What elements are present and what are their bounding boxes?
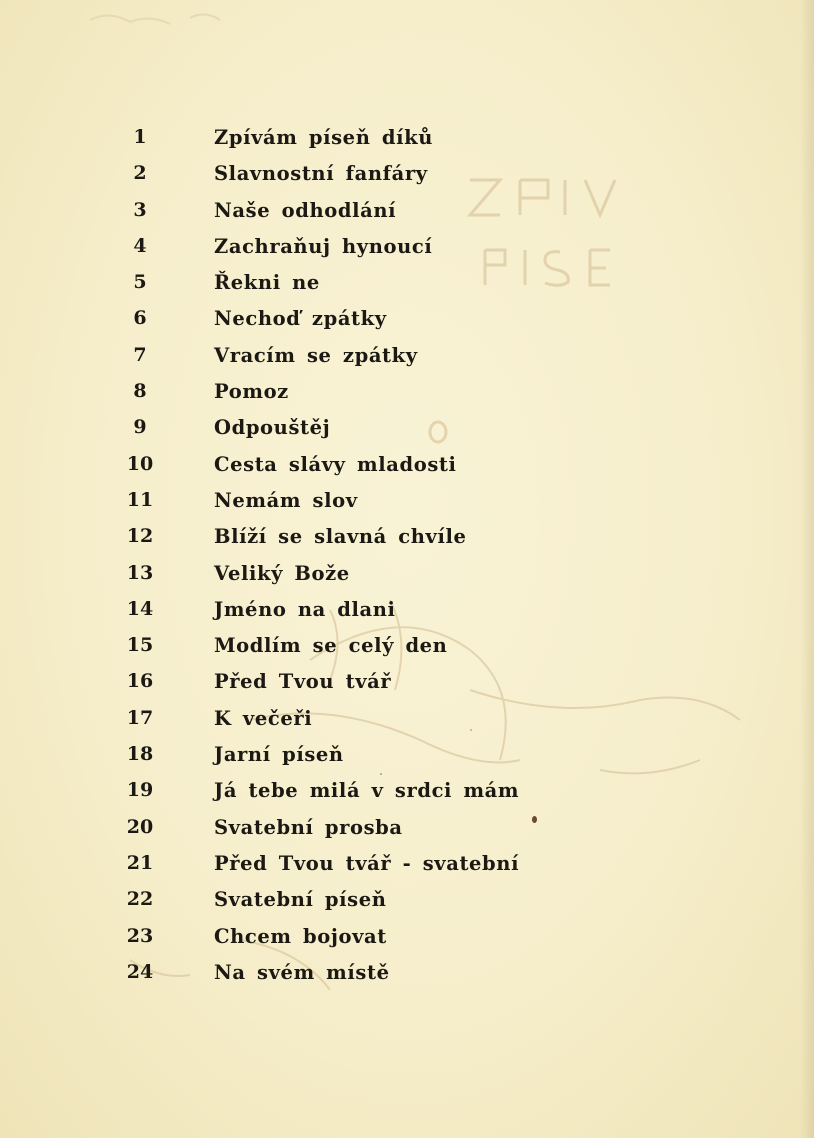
toc-row [0, 701, 814, 737]
toc-row [0, 338, 814, 374]
song-number: 5 [133, 271, 147, 294]
toc-row [0, 410, 814, 446]
song-number: 17 [126, 706, 154, 729]
toc-row [0, 519, 814, 555]
song-number: 19 [126, 779, 154, 802]
song-number: 1 [133, 126, 147, 148]
song-title: Modlím se celý den [214, 634, 448, 658]
song-number: 3 [133, 198, 147, 221]
toc-row [0, 919, 814, 955]
toc-row [0, 592, 814, 628]
song-number: 15 [126, 634, 154, 657]
table-of-contents [0, 120, 814, 991]
song-number: 8 [133, 380, 147, 403]
song-number: 9 [133, 416, 147, 439]
song-title: Pomoz [214, 380, 289, 404]
toc-row [0, 447, 814, 483]
song-title: Odpouštěj [214, 416, 331, 440]
song-number: 22 [126, 888, 154, 911]
song-number: 4 [133, 234, 147, 257]
song-title: Cesta slávy mladosti [214, 452, 457, 476]
song-title: Svatební píseň [214, 888, 387, 912]
song-title: Naše odhodlání [214, 198, 397, 222]
song-title: Jarní píseň [214, 743, 344, 767]
song-title: Blíží se slavná chvíle [214, 525, 467, 549]
song-title: Řekni ne [214, 271, 320, 295]
toc-row [0, 882, 814, 918]
song-title: Nemám slov [214, 488, 358, 512]
song-number: 7 [133, 343, 147, 366]
toc-row [0, 120, 814, 156]
song-title: Zachraňuj hynoucí [214, 234, 433, 258]
ink-speck [470, 729, 472, 731]
song-number: 12 [126, 525, 154, 548]
song-number: 10 [126, 452, 154, 475]
toc-row [0, 193, 814, 229]
song-title: Před Tvou tvář [214, 670, 392, 694]
toc-row [0, 846, 814, 882]
song-title: Vracím se zpátky [214, 343, 418, 367]
song-number: 13 [126, 561, 154, 584]
song-number: 16 [126, 670, 154, 693]
toc-row [0, 374, 814, 410]
song-title: Před Tvou tvář - svatební [214, 851, 520, 875]
song-title: K večeři [214, 706, 313, 730]
toc-row [0, 628, 814, 664]
toc-row [0, 301, 814, 337]
song-number: 18 [126, 743, 154, 766]
song-title: Slavnostní fanfáry [214, 162, 428, 186]
song-title: Svatební prosba [214, 815, 403, 839]
toc-row [0, 773, 814, 809]
song-number: 11 [126, 488, 154, 511]
song-title: Nechoď zpátky [214, 307, 387, 331]
toc-row [0, 265, 814, 301]
toc-row [0, 664, 814, 700]
ink-speck [380, 773, 382, 775]
ink-speck [532, 816, 537, 823]
song-title: Na svém místě [214, 960, 390, 984]
toc-row [0, 229, 814, 265]
toc-row [0, 483, 814, 519]
song-number: 21 [126, 851, 154, 874]
toc-row [0, 955, 814, 991]
song-number: 2 [133, 162, 147, 185]
toc-row [0, 156, 814, 192]
song-number: 24 [126, 960, 154, 983]
toc-row [0, 810, 814, 846]
song-title: Já tebe milá v srdci mám [214, 779, 520, 803]
song-number: 14 [126, 597, 154, 620]
song-number: 23 [126, 924, 154, 947]
toc-row [0, 737, 814, 773]
song-title: Chcem bojovat [214, 924, 387, 948]
song-title: Zpívám píseň díků [214, 126, 433, 149]
song-title: Veliký Bože [214, 561, 350, 585]
song-number: 6 [133, 307, 147, 330]
song-number: 20 [126, 815, 154, 838]
toc-row [0, 556, 814, 592]
song-title: Jméno na dlani [214, 597, 396, 621]
